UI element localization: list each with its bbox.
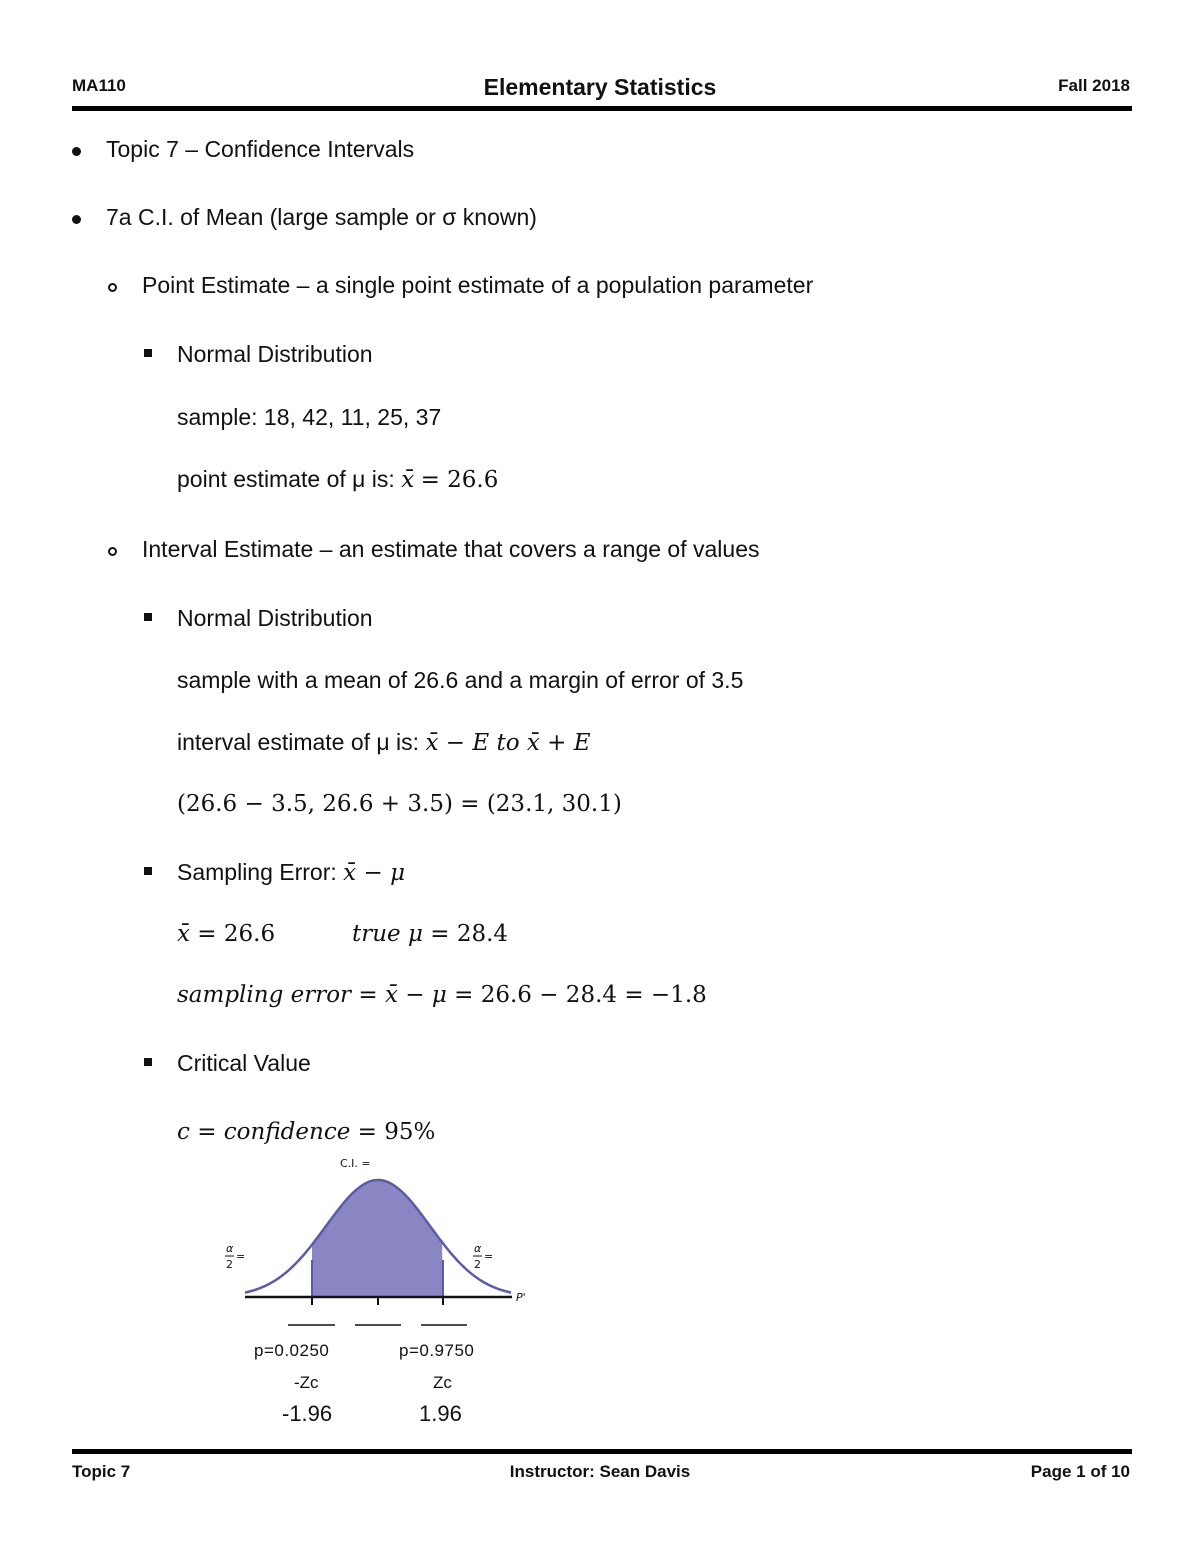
right-critical-z: 1.96 <box>419 1401 462 1426</box>
right-alpha-equals: = <box>484 1250 494 1263</box>
true-mu-value: = 28.4 <box>430 921 509 947</box>
left-p-value: p=0.0250 <box>254 1341 330 1360</box>
left-alpha-numerator: α <box>226 1242 234 1255</box>
point-estimate-heading: Point Estimate – a single point estimate of a population parameter <box>142 272 814 298</box>
footer-page-number: Page 1 of 10 <box>1030 1462 1130 1481</box>
footer-topic: Topic 7 <box>72 1462 131 1481</box>
sampling-error-term: sampling error <box>177 982 352 1008</box>
sampling-error-formula: x̄ − μ <box>343 860 406 886</box>
point-estimate-value: = 26.6 <box>420 467 499 493</box>
c-symbol: c <box>177 1119 190 1145</box>
xbar-line: x̄ = 26.6 <box>177 921 276 947</box>
ci-label: C.I. = <box>340 1157 371 1170</box>
confidence-line: c = confidence = 95% <box>177 1119 436 1145</box>
critical-value-heading: Critical Value <box>177 1050 311 1076</box>
point-dist-label: Normal Distribution <box>177 341 373 367</box>
confidence-region <box>312 1180 443 1297</box>
right-p-value: p=0.9750 <box>399 1341 475 1360</box>
sampling-error-value: = 26.6 − 28.4 = −1.8 <box>454 982 707 1008</box>
right-alpha-numerator: α <box>474 1242 482 1255</box>
right-z-label: Zc <box>433 1373 452 1392</box>
confidence-term: confidence <box>223 1119 351 1145</box>
xbar-symbol: x̄ <box>401 467 415 493</box>
topic-heading: Topic 7 – Confidence Intervals <box>106 136 415 162</box>
p-axis-label: P' <box>516 1291 526 1304</box>
left-alpha-equals: = <box>236 1250 246 1263</box>
interval-dist-label: Normal Distribution <box>177 605 373 631</box>
true-label: true <box>352 921 401 947</box>
subtopic-heading: 7a C.I. of Mean (large sample or σ known) <box>106 204 537 230</box>
left-alpha-denominator: 2 <box>226 1258 233 1271</box>
true-mu-line: true μ = 28.4 <box>352 921 509 947</box>
interval-calculation: (26.6 − 3.5, 26.6 + 3.5) = (23.1, 30.1) <box>177 791 622 817</box>
interval-estimate-prefix: interval estimate of μ is: <box>177 729 426 755</box>
xbar-value: = 26.6 <box>197 921 276 947</box>
course-code: MA110 <box>72 76 126 95</box>
interval-estimate-heading: Interval Estimate – an estimate that covers a range of values <box>142 536 760 562</box>
left-critical-z: -1.96 <box>282 1401 333 1426</box>
interval-sample-line: sample with a mean of 26.6 and a margin of error of 3.5 <box>177 667 744 693</box>
footer-instructor: Instructor: Sean Davis <box>509 1462 691 1481</box>
footer-rule <box>72 1449 1132 1454</box>
confidence-value: = 95% <box>357 1119 436 1145</box>
document-title: Elementary Statistics <box>483 74 717 100</box>
left-z-label: -Zc <box>294 1373 319 1392</box>
point-sample-line: sample: 18, 42, 11, 25, 37 <box>177 404 442 430</box>
interval-formula: x̄ − E to x̄ + E <box>425 730 591 756</box>
point-estimate-prefix: point estimate of μ is: <box>177 466 402 492</box>
right-alpha-denominator: 2 <box>474 1258 481 1271</box>
sampling-error-label: Sampling Error: <box>177 859 344 885</box>
term-label: Fall 2018 <box>1058 76 1130 95</box>
sampling-error-calculation: sampling error = x̄ − μ = 26.6 − 28.4 = −1.8 <box>177 982 707 1008</box>
